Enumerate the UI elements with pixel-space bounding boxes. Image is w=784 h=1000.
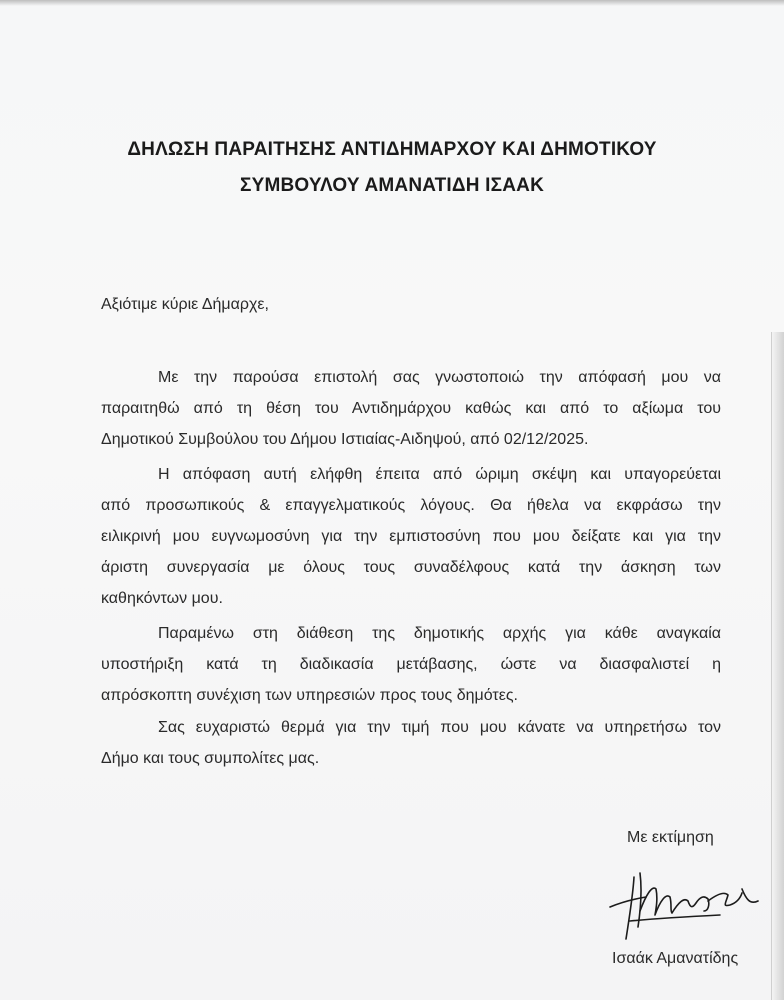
paragraph-2 bbox=[101, 459, 721, 614]
paragraph-line: άριστη συνεργασία με όλους τους συναδέλφους κατά την άσκηση των bbox=[101, 559, 721, 576]
paragraph-4 bbox=[101, 712, 721, 774]
closing-phrase: Με εκτίμηση bbox=[627, 829, 714, 846]
signer-name: Ισαάκ Αμανατίδης bbox=[612, 950, 739, 967]
paragraph-line: Παραμένω στη διάθεση της δημοτικής αρχής για κάθε αναγκαία bbox=[158, 625, 721, 642]
paragraph-line: Με την παρούσα επιστολή σας γνωστοποιώ την απόφασή μου να bbox=[158, 369, 721, 386]
paragraph-3 bbox=[101, 618, 721, 711]
paragraph-line: Σας ευχαριστώ θερμά για την τιμή που μου κάνατε να υπηρετήσω τον bbox=[158, 719, 721, 736]
paragraph-line: παραιτηθώ από τη θέση του Αντιδημάρχου καθώς και από το αξίωμα του bbox=[101, 400, 721, 417]
scan-top-edge bbox=[0, 0, 784, 6]
salutation: Αξιότιμε κύριε Δήμαρχε, bbox=[101, 296, 269, 313]
paragraph-line: υποστήριξη κατά τη διαδικασία μετάβασης, ώστε να διασφαλιστεί η bbox=[101, 656, 721, 673]
paragraph-line: ειλικρινή μου ευγνωμοσύνη για την εμπιστοσύνη που μου δείξατε και για την bbox=[101, 528, 721, 545]
paragraph-line: απρόσκοπτη συνέχιση των υπηρεσιών προς τους δημότες. bbox=[101, 687, 518, 704]
paragraph-1 bbox=[101, 362, 721, 455]
title-line-1: ΔΗΛΩΣΗ ΠΑΡΑΙΤΗΣΗΣ ΑΝΤΙΔΗΜΑΡΧΟΥ ΚΑΙ ΔΗΜΟΤΙΚΟΥ bbox=[127, 139, 657, 160]
paragraph-line: καθηκόντων μου. bbox=[101, 590, 223, 607]
title-line-2: ΣΥΜΒΟΥΛΟΥ ΑΜΑΝΑΤΙΔΗ ΙΣΑΑΚ bbox=[240, 175, 544, 196]
paragraph-line: Η απόφαση αυτή ελήφθη έπειτα από ώριμη σκέψη και υπαγορεύεται bbox=[158, 466, 721, 483]
paragraph-line: Δήμο και τους συμπολίτες μας. bbox=[101, 750, 320, 767]
handwritten-signature bbox=[600, 855, 775, 945]
paragraph-line: από προσωπικούς & επαγγελματικούς λόγους. Θα ήθελα να εκφράσω την bbox=[101, 497, 721, 514]
document-title bbox=[60, 132, 724, 204]
paragraph-line: Δημοτικού Συμβούλου του Δήμου Ιστιαίας-Αιδηψού, από 02/12/2025. bbox=[101, 431, 589, 448]
